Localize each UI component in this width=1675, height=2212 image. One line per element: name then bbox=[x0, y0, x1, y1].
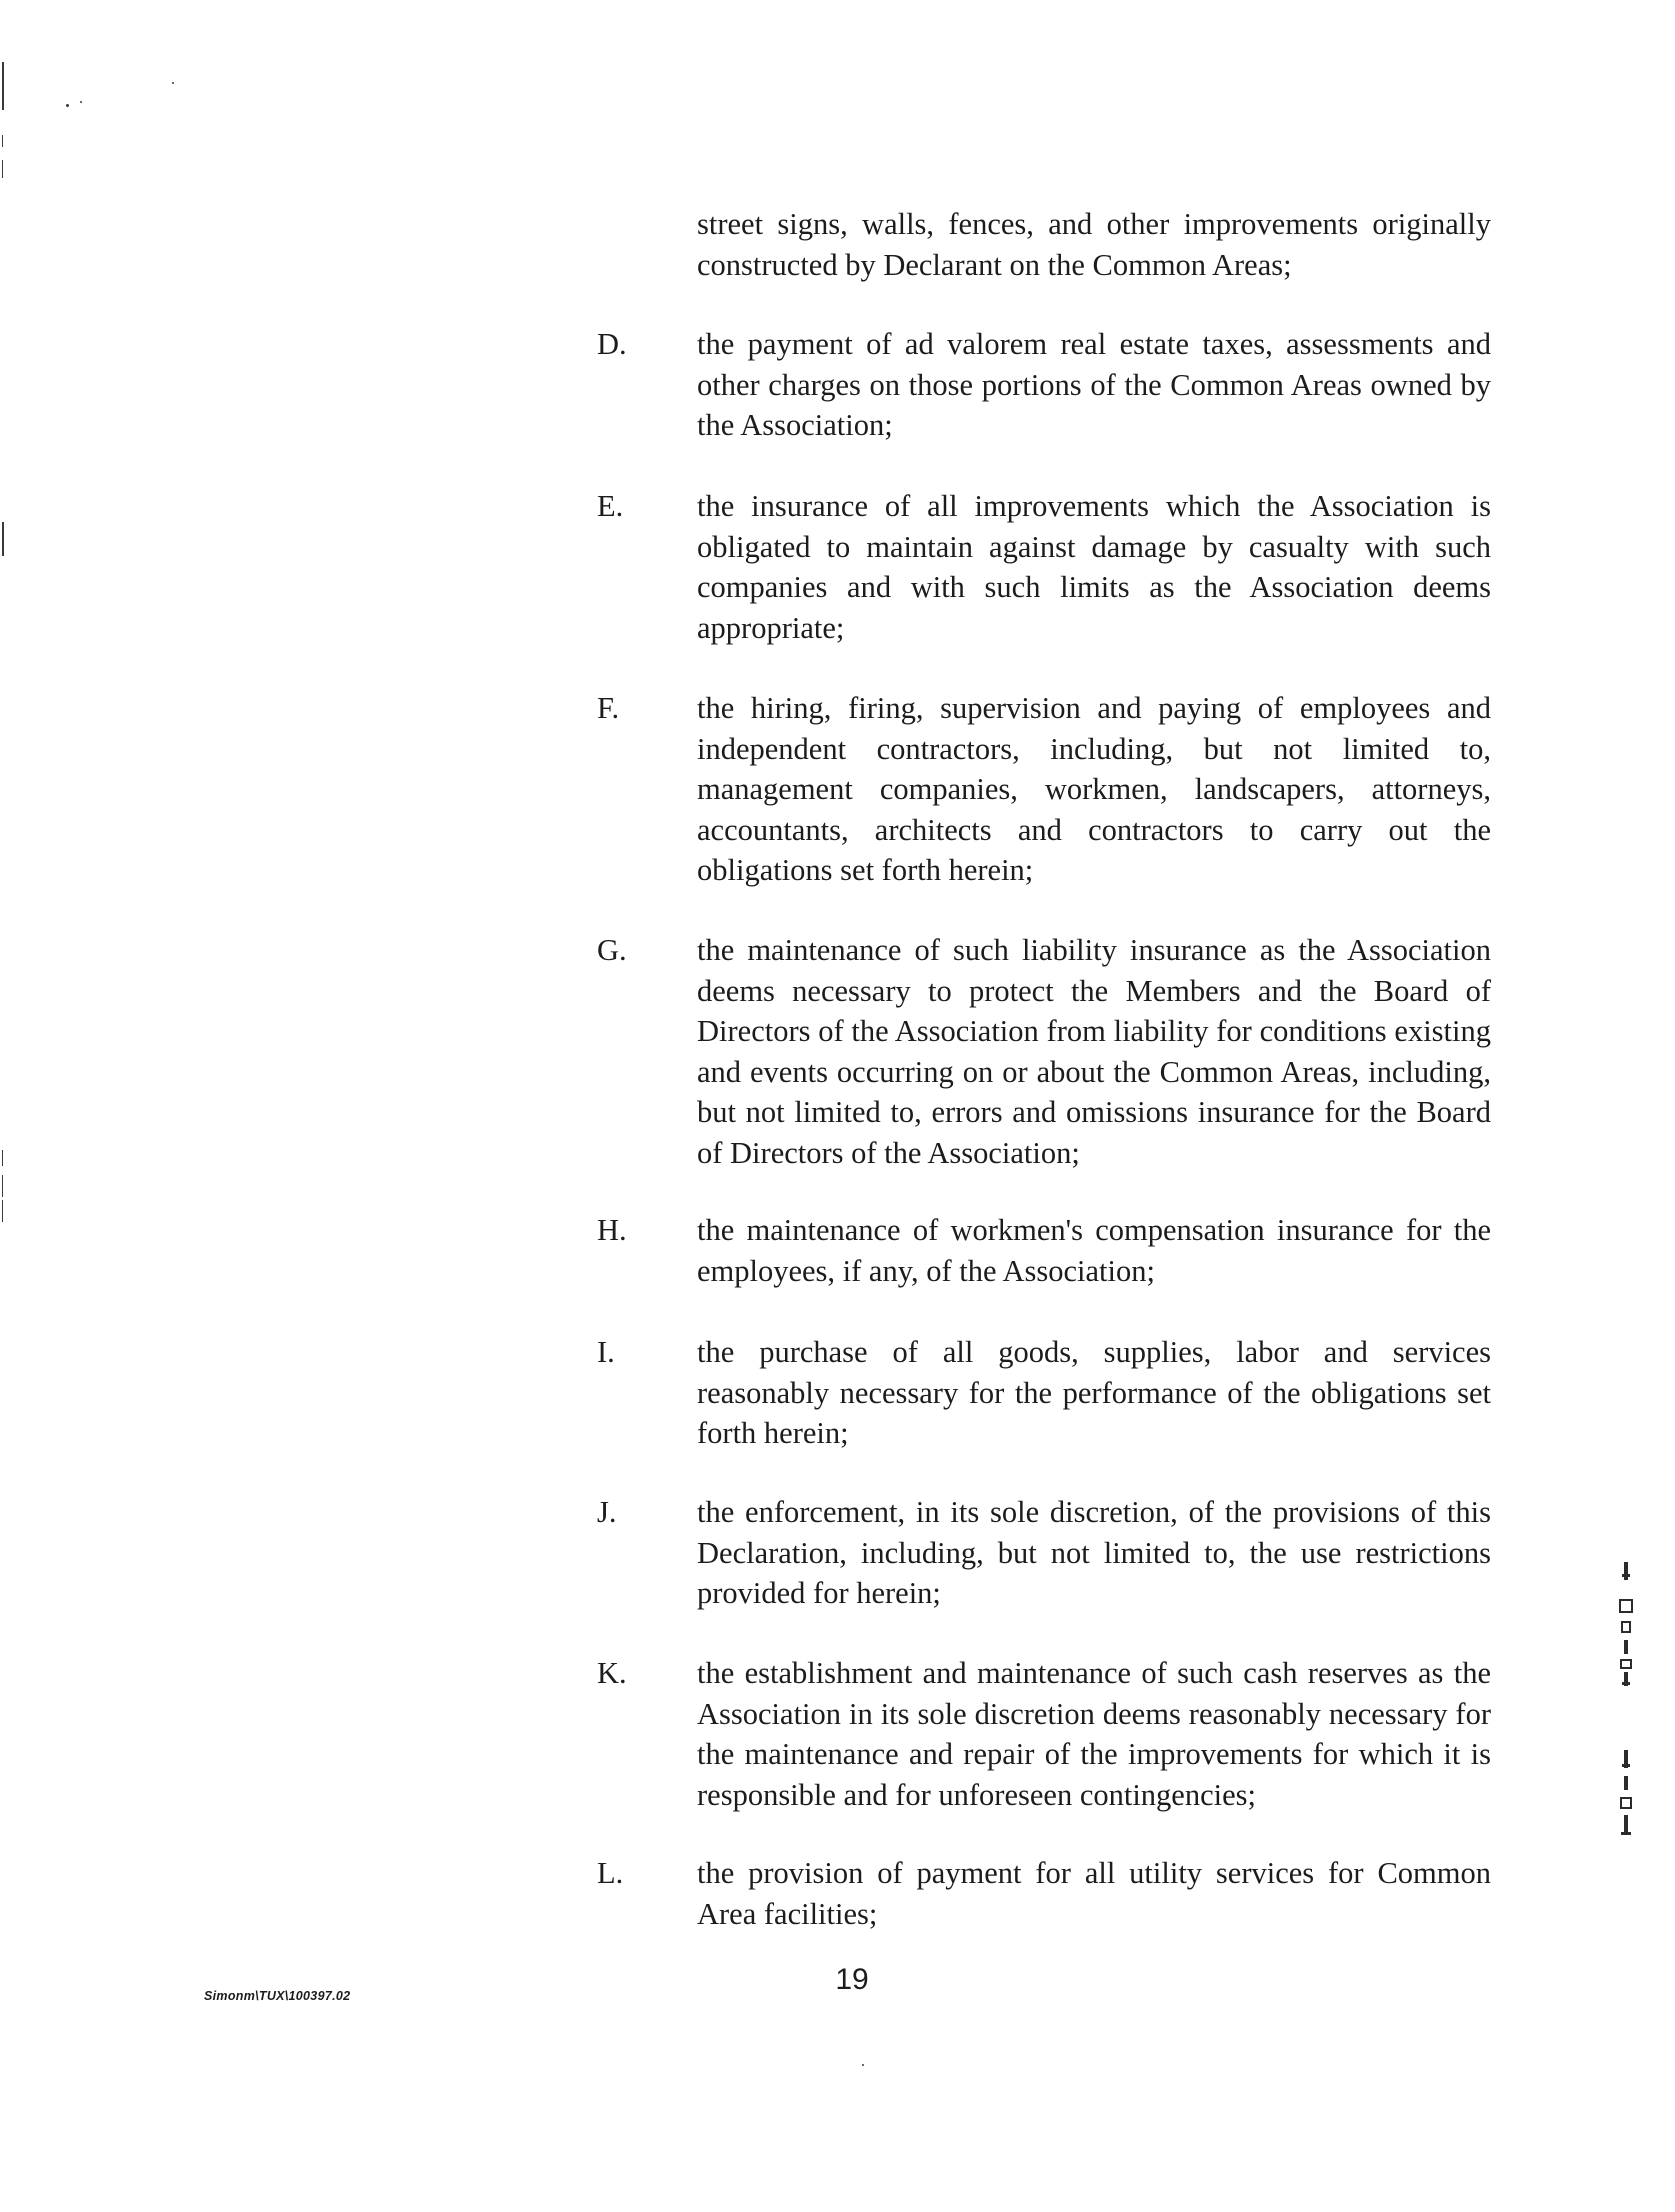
scan-artifact bbox=[2, 62, 4, 110]
scan-artifact bbox=[2, 135, 3, 147]
continuation-paragraph: street signs, walls, fences, and other improvements originally constructed by Declarant on the Common Areas; bbox=[697, 207, 1491, 282]
item-l-text: the provision of payment for all utility services for Common Area facilities; bbox=[697, 1856, 1491, 1931]
scan-artifact bbox=[66, 104, 69, 107]
item-h-text: the maintenance of workmen's compensation insurance for the employees, if any, of the Association; bbox=[697, 1213, 1491, 1288]
scan-artifact bbox=[172, 82, 174, 84]
item-k-text: the establishment and maintenance of such cash reserves as the Association in its sole discretion deems reasonably necessary for the maintenance and repair of the improvements for which it is responsible and for unforeseen contingencies; bbox=[697, 1656, 1491, 1812]
binding-stamp-marks bbox=[1612, 1560, 1642, 1920]
scan-artifact bbox=[2, 522, 4, 556]
item-j-letter: J. bbox=[597, 1495, 617, 1529]
item-h-letter: H. bbox=[597, 1213, 627, 1247]
item-e-text: the insurance of all improvements which the Association is obligated to maintain against damage by casualty with such companies and with such limits as the Association deems appropriate; bbox=[697, 489, 1491, 645]
scan-artifact bbox=[2, 1175, 3, 1197]
scan-artifact bbox=[80, 101, 82, 103]
item-d-text: the payment of ad valorem real estate taxes, assessments and other charges on those portions of the Common Areas owned by the Association; bbox=[697, 327, 1491, 443]
item-f-text: the hiring, firing, supervision and paying of employees and independent contractors, including, but not limited to, management companies, workmen, landscapers, attorneys, accountants, architects and contractors to carry out the obligations set forth herein; bbox=[697, 691, 1491, 888]
item-j-text: the enforcement, in its sole discretion, of the provisions of this Declaration, including, but not limited to, the use restrictions provided for herein; bbox=[697, 1495, 1491, 1611]
page-number: 19 bbox=[835, 1963, 869, 1996]
item-g-letter: G. bbox=[597, 933, 627, 967]
item-i-letter: I. bbox=[597, 1335, 615, 1369]
scan-artifact bbox=[862, 2064, 864, 2066]
scan-artifact bbox=[2, 1150, 3, 1166]
item-f-letter: F. bbox=[597, 691, 620, 725]
scan-artifact bbox=[2, 160, 3, 178]
item-e-letter: E. bbox=[597, 489, 624, 523]
document-file-id: Simonm\TUX\100397.02 bbox=[204, 1989, 351, 2003]
item-l-letter: L. bbox=[597, 1856, 624, 1890]
item-d-letter: D. bbox=[597, 327, 627, 361]
item-g-text: the maintenance of such liability insurance as the Association deems necessary to protect the Members and the Board of Directors of the Association from liability for conditions existing and events occurring on or about the Common Areas, including, but not limited to, errors and omissions insurance for the Board of Directors of the Association; bbox=[697, 933, 1491, 1170]
item-i-text: the purchase of all goods, supplies, labor and services reasonably necessary for the performance of the obligations set forth herein; bbox=[697, 1335, 1491, 1451]
scan-artifact bbox=[2, 1200, 3, 1222]
item-k-letter: K. bbox=[597, 1656, 627, 1690]
